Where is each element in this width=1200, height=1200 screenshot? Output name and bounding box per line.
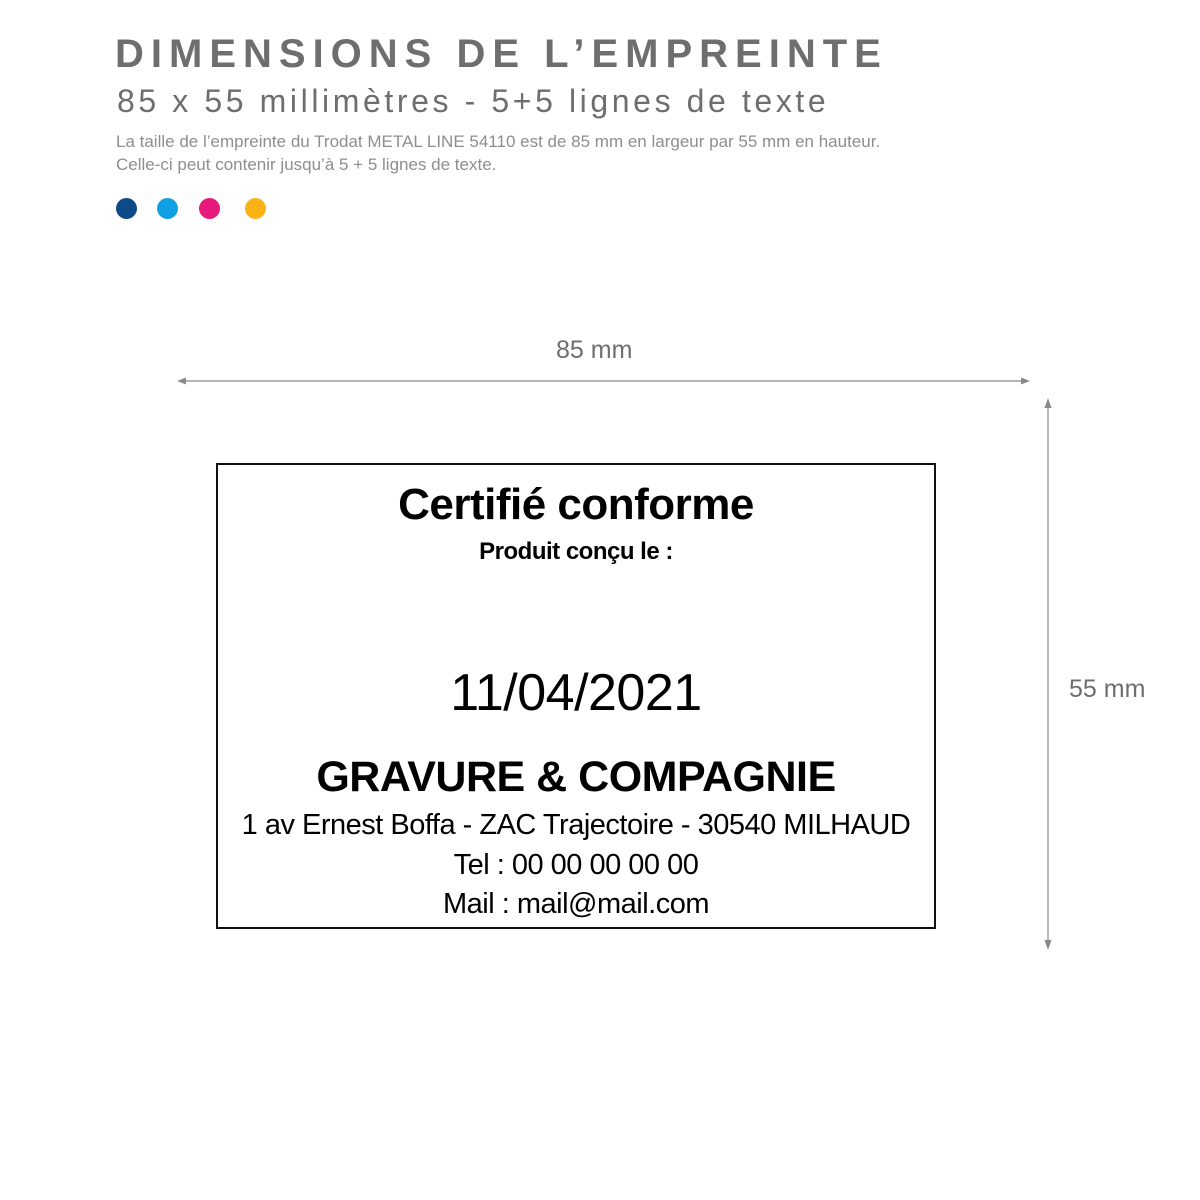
stamp-impression-preview — [216, 463, 936, 929]
width-arrow — [177, 378, 1030, 385]
stamp-line-7-email: Mail : mail@mail.com — [443, 888, 709, 920]
width-dimension-label: 85 mm — [556, 336, 633, 364]
description-line-1: La taille de l’empreinte du Trodat METAL LINE 54110 est de 85 mm en largeur par 55 mm en hauteur. — [116, 132, 881, 151]
stamp-line-2: Produit conçu le : — [479, 538, 673, 565]
height-dimension-label: 55 mm — [1069, 675, 1146, 703]
stamp-line-3-date: 11/04/2021 — [450, 664, 702, 722]
stamp-line-1: Certifié conforme — [398, 480, 754, 529]
height-arrow — [1045, 398, 1052, 950]
description-line-2: Celle-ci peut contenir jusqu’à 5 + 5 lignes de texte. — [116, 155, 497, 174]
page-title: DIMENSIONS DE L’EMPREINTE — [115, 32, 888, 76]
page-subtitle: 85 x 55 millimètres - 5+5 lignes de texte — [117, 83, 830, 119]
stamp-line-5-address: 1 av Ernest Boffa - ZAC Trajectoire - 30540 MILHAUD — [241, 809, 911, 841]
stamp-line-4-company: GRAVURE & COMPAGNIE — [316, 753, 836, 801]
stamp-line-6-phone: Tel : 00 00 00 00 00 — [453, 849, 699, 881]
